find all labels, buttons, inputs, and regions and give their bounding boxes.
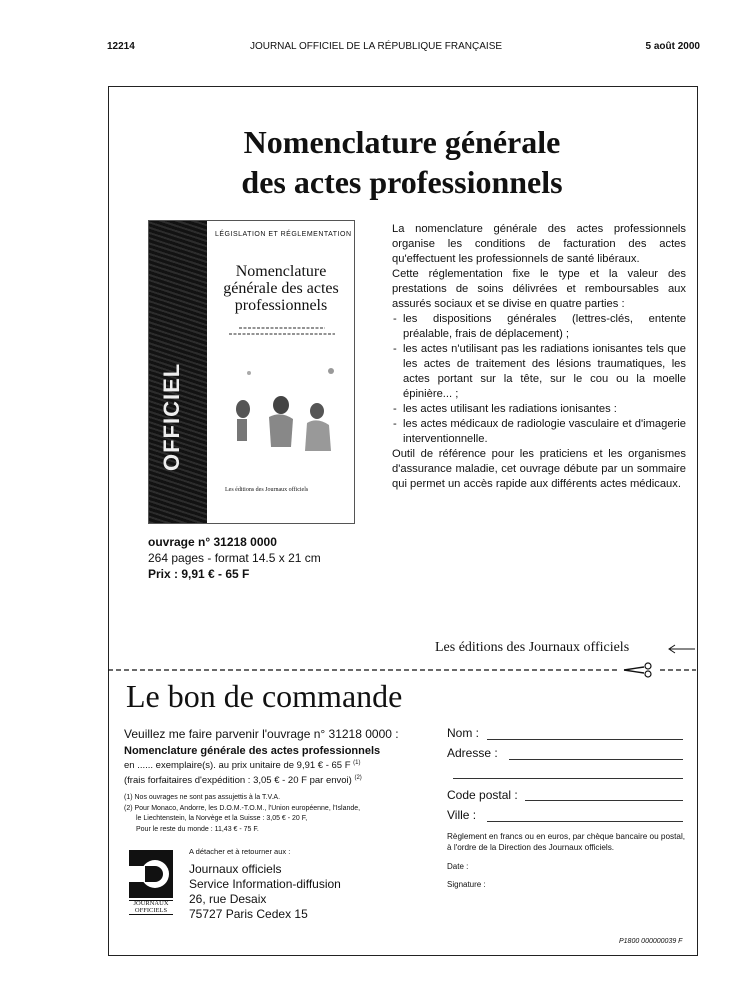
list-item: - les actes utilisant les radiations ionisantes : bbox=[392, 402, 686, 417]
book-description bbox=[392, 222, 686, 492]
order-request: Veuillez me faire parvenir l'ouvrage n° 31218 0000 : bbox=[124, 727, 399, 741]
note-2c: Pour le reste du monde : 11,43 € - 75 F. bbox=[136, 825, 259, 833]
journal-title: JOURNAL OFFICIEL DE LA RÉPUBLIQUE FRANÇAISE bbox=[249, 41, 503, 52]
ad-title bbox=[108, 122, 696, 202]
address-line4: 75727 Paris Cedex 15 bbox=[189, 907, 308, 921]
note-2b: le Liechtenstein, la Norvège et la Suisse : 3,05 € - 20 F, bbox=[136, 815, 308, 822]
logo-text-line1: JOURNAUX bbox=[133, 900, 169, 907]
name-label: Nom : bbox=[447, 726, 480, 740]
description-paragraph-3: Outil de référence pour les praticiens et les organismes d'assurance maladie, cet ouvrage débute par un sommaire qui permet un accès rapide aux différents actes médicaux. bbox=[392, 448, 686, 490]
order-shipping-line bbox=[124, 775, 362, 786]
arrow-left-icon bbox=[667, 644, 695, 654]
cover-subtitle-lines bbox=[219, 325, 345, 342]
detach-instruction: A détacher et à retourner aux : bbox=[189, 847, 291, 856]
page-number: 12214 bbox=[107, 41, 135, 52]
cover-title bbox=[211, 263, 351, 314]
address-label: Adresse : bbox=[447, 746, 498, 760]
description-list bbox=[392, 312, 686, 447]
postal-code-field[interactable] bbox=[525, 800, 683, 801]
order-form-title: Le bon de commande bbox=[126, 678, 403, 714]
shipping-text: (frais forfaitaires d'expédition : 3,05 € - 20 F par envoi) bbox=[124, 775, 352, 787]
cover-publisher: Les éditions des Journaux officiels bbox=[225, 487, 309, 493]
city-label: Ville : bbox=[447, 808, 477, 822]
address-line3: 26, rue Desaix bbox=[189, 892, 267, 906]
cover-title-line1: Nomenclature bbox=[235, 263, 327, 280]
payment-text: Règlement en francs ou en euros, par chèque bancaire ou postal, à l'ordre de la Direction des Journaux officiels. bbox=[447, 832, 686, 852]
logo-text bbox=[129, 900, 173, 914]
note-1: (1) Nos ouvrages ne sont pas assujettis à la T.V.A. bbox=[124, 794, 281, 801]
book-info bbox=[148, 534, 321, 582]
order-quantity-line bbox=[124, 760, 361, 771]
cover-title-line2: générale des actes bbox=[223, 280, 339, 297]
description-paragraph-2: Cette réglementation fixe le type et la valeur des prestations de soins délivrées et remboursables aux assurés sociaux et se divise en quatre parties : bbox=[392, 268, 686, 310]
ad-title-line2: des actes professionnels bbox=[241, 164, 563, 200]
description-paragraph-1: La nomenclature générale des actes professionnels organise les conditions de facturation des actes qu'effectuent les professionnels de santé libéraux. bbox=[392, 223, 686, 265]
address-field[interactable] bbox=[509, 759, 683, 760]
publisher-line: Les éditions des Journaux officiels bbox=[435, 640, 630, 655]
city-field[interactable] bbox=[487, 821, 683, 822]
postal-code-label: Code postal : bbox=[447, 788, 518, 802]
book-reference: ouvrage n° 31218 0000 bbox=[148, 535, 277, 549]
reference-code: P1800 000000039 F bbox=[619, 938, 683, 945]
issue-date: 5 août 2000 bbox=[645, 41, 700, 52]
book-cover-image bbox=[148, 220, 355, 524]
signature-label: Signature : bbox=[447, 880, 486, 889]
cover-spine bbox=[149, 221, 207, 523]
cover-photo-figures bbox=[219, 361, 351, 461]
address-field-2[interactable] bbox=[453, 778, 683, 779]
cover-title-line3: professionnels bbox=[234, 297, 328, 314]
quantity-text: en ...... exemplaire(s). au prix unitaire de 9,91 € - 65 F bbox=[124, 760, 351, 772]
address-line2: Service Information-diffusion bbox=[189, 877, 341, 891]
list-item: - les actes n'utilisant pas les radiations ionisantes tels que les actes de traitement des lésions traumatiques, les actes portant sur la tête, sur le cou ou la moelle épinière... ; bbox=[392, 342, 686, 402]
cover-series: LÉGISLATION ET RÉGLEMENTATION bbox=[215, 231, 352, 238]
quantity-footnote: (1) bbox=[353, 760, 361, 766]
cover-spine-text: OFFICIEL bbox=[159, 362, 184, 471]
list-item: - les dispositions générales (lettres-clés, entente préalable, frais de déplacement) ; bbox=[392, 312, 686, 342]
book-format: 264 pages - format 14.5 x 21 cm bbox=[148, 551, 321, 565]
journaux-officiels-logo bbox=[125, 848, 177, 916]
order-book-title: Nomenclature générale des actes professionnels bbox=[124, 745, 381, 757]
cut-line bbox=[108, 665, 696, 675]
name-field[interactable] bbox=[487, 739, 683, 740]
date-label: Date : bbox=[447, 862, 469, 871]
shipping-footnote: (2) bbox=[354, 775, 362, 781]
list-item: - les actes médicaux de radiologie vasculaire et d'imagerie interventionnelle. bbox=[392, 417, 686, 447]
scissors-icon bbox=[622, 662, 658, 678]
address-line1: Journaux officiels bbox=[189, 862, 282, 876]
ad-title-line1: Nomenclature générale bbox=[243, 124, 561, 160]
order-notes bbox=[124, 793, 424, 835]
note-2a: (2) Pour Monaco, Andorre, les D.O.M.-T.O.M., l'Union européenne, l'Islande, bbox=[124, 804, 361, 812]
return-address bbox=[189, 862, 341, 922]
payment-instructions bbox=[447, 831, 687, 890]
logo-text-line2: OFFICIELS bbox=[134, 907, 168, 914]
book-price: Prix : 9,91 € - 65 F bbox=[148, 567, 250, 581]
